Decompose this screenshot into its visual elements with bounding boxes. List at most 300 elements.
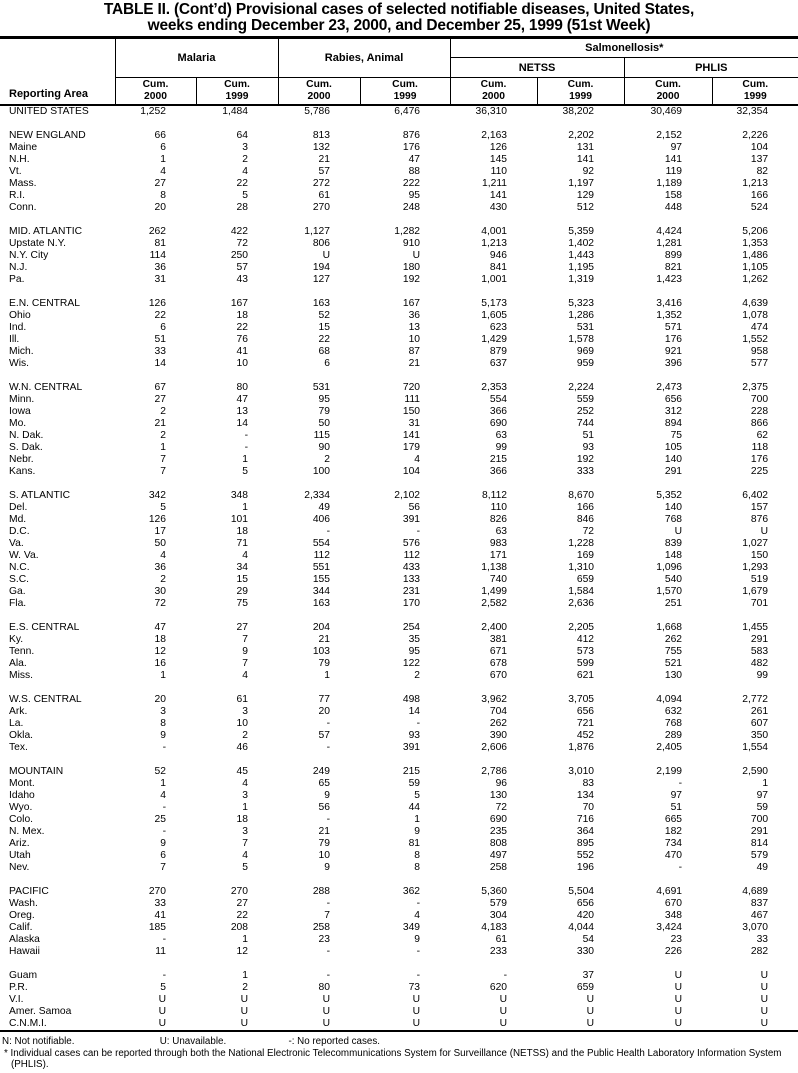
value-cell: 65	[318, 777, 331, 789]
value-cell: U	[674, 1017, 683, 1029]
table-header	[0, 38, 798, 105]
value-cell: 66	[154, 129, 166, 141]
value-cell: U	[412, 1017, 421, 1029]
cum-year-header: Cum. 2000	[450, 78, 537, 105]
value-cell: 5	[242, 861, 249, 873]
table-row	[0, 862, 798, 874]
value-cell: 519	[750, 573, 769, 585]
value-cell: 3	[242, 789, 249, 801]
value-cell: 30	[154, 585, 166, 597]
value-cell: 99	[756, 669, 769, 681]
value-cell: 1,001	[481, 273, 508, 285]
value-cell: 2,163	[481, 129, 508, 141]
value-cell: 721	[576, 717, 595, 729]
value-cell: 420	[576, 909, 595, 921]
value-cell: 4,094	[656, 693, 683, 705]
value-cell: 1,443	[568, 249, 595, 261]
legend-unavailable: U: Unavailable.	[159, 1035, 227, 1047]
table-row	[0, 598, 798, 610]
value-cell: 3,416	[656, 297, 683, 309]
value-cell: 554	[312, 537, 331, 549]
value-cell: 5,323	[568, 297, 595, 309]
value-cell: 27	[154, 177, 166, 189]
value-cell: 176	[402, 141, 421, 153]
value-cell: 79	[318, 405, 331, 417]
value-cell: 233	[489, 945, 508, 957]
value-cell: -	[416, 897, 421, 909]
value-cell: 59	[408, 777, 421, 789]
value-cell: 72	[495, 801, 508, 813]
value-cell: 44	[408, 801, 421, 813]
table-title-line2: weeks ending December 23, 2000, and December 25, 1999 (51st Week)	[147, 17, 651, 34]
value-cell: 225	[750, 465, 769, 477]
value-cell: 1	[160, 777, 166, 789]
value-cell: U	[760, 981, 769, 993]
table-row	[0, 262, 798, 274]
value-cell: 895	[576, 837, 595, 849]
value-cell: 2,590	[742, 765, 769, 777]
value-cell: 72	[154, 597, 166, 609]
value-cell: 412	[576, 633, 595, 645]
legend-not-notifiable: N: Not notifiable.	[2, 1035, 75, 1047]
value-cell: 140	[664, 453, 683, 465]
reporting-area-cell: N.J.	[9, 261, 28, 273]
reporting-area-cell: S.C.	[9, 573, 30, 585]
value-cell: U	[240, 993, 249, 1005]
table-row	[0, 334, 798, 346]
reporting-area-cell: Wis.	[9, 357, 30, 369]
value-cell: 291	[750, 633, 769, 645]
value-cell: 96	[495, 777, 508, 789]
value-cell: 1,262	[742, 273, 769, 285]
value-cell: 288	[312, 885, 331, 897]
value-cell: 13	[408, 321, 421, 333]
value-cell: 4	[414, 909, 421, 921]
reporting-area-cell: Mass.	[9, 177, 37, 189]
value-cell: 467	[750, 909, 769, 921]
value-cell: 8,670	[568, 489, 595, 501]
salmonellosis-group-header: Salmonellosis*	[450, 38, 798, 58]
value-cell: 50	[318, 417, 331, 429]
value-cell: 531	[576, 321, 595, 333]
value-cell: 2	[324, 453, 331, 465]
value-cell: 806	[312, 237, 331, 249]
value-cell: 2,473	[656, 381, 683, 393]
value-cell: 67	[154, 381, 166, 393]
value-cell: 312	[664, 405, 683, 417]
table-body	[0, 105, 798, 1031]
reporting-area-cell: N.H.	[9, 153, 30, 165]
value-cell: 38,202	[562, 105, 595, 117]
value-cell: 474	[750, 321, 769, 333]
reporting-area-cell: Miss.	[9, 669, 34, 681]
group-spacer	[0, 958, 798, 970]
value-cell: 808	[489, 837, 508, 849]
value-cell: U	[412, 249, 421, 261]
value-cell: 75	[670, 429, 683, 441]
value-cell: 6	[160, 141, 166, 153]
value-cell: 35	[408, 633, 421, 645]
table-row	[0, 538, 798, 550]
value-cell: 15	[318, 321, 331, 333]
value-cell: 704	[489, 705, 508, 717]
value-cell: 899	[664, 249, 683, 261]
reporting-area-cell: Minn.	[9, 393, 35, 405]
value-cell: 77	[318, 693, 331, 705]
value-cell: 364	[576, 825, 595, 837]
value-cell: 1	[242, 453, 249, 465]
table-row	[0, 130, 798, 142]
legend-no-reported-cases: -: No reported cases.	[288, 1035, 380, 1047]
group-spacer	[0, 682, 798, 694]
value-cell: 73	[408, 981, 421, 993]
value-cell: 100	[312, 465, 331, 477]
value-cell: 115	[313, 429, 331, 441]
value-cell: 4,044	[568, 921, 595, 933]
reporting-area-cell: W. Va.	[9, 549, 39, 561]
value-cell: 20	[154, 201, 166, 213]
value-cell: 576	[402, 537, 421, 549]
value-cell: 1,213	[481, 237, 508, 249]
value-cell: -	[162, 741, 166, 753]
table-row	[0, 490, 798, 502]
value-cell: 158	[664, 189, 683, 201]
table-row	[0, 814, 798, 826]
value-cell: 112	[403, 549, 421, 561]
value-cell: 50	[154, 537, 166, 549]
reporting-area-cell: Fla.	[9, 597, 27, 609]
value-cell: 2,772	[742, 693, 769, 705]
value-cell: 1,423	[656, 273, 683, 285]
value-cell: 821	[664, 261, 683, 273]
value-cell: 5	[242, 465, 249, 477]
value-cell: 167	[402, 297, 421, 309]
value-cell: 51	[582, 429, 595, 441]
value-cell: 215	[402, 765, 421, 777]
value-cell: 1	[242, 801, 249, 813]
value-cell: 5,504	[568, 885, 595, 897]
value-cell: 171	[489, 549, 508, 561]
table-row	[0, 526, 798, 538]
value-cell: 64	[236, 129, 249, 141]
value-cell: 82	[756, 165, 769, 177]
value-cell: 876	[402, 129, 421, 141]
table-row	[0, 790, 798, 802]
value-cell: 31	[408, 417, 421, 429]
value-cell: 20	[318, 705, 331, 717]
value-cell: -	[244, 441, 249, 453]
table-row	[0, 670, 798, 682]
value-cell: 1,252	[140, 105, 166, 117]
value-cell: 659	[576, 573, 595, 585]
reporting-area-cell: P.R.	[9, 981, 28, 993]
group-spacer	[0, 610, 798, 622]
value-cell: 2,152	[656, 129, 683, 141]
value-cell: 1,189	[656, 177, 683, 189]
value-cell: 57	[236, 261, 249, 273]
value-cell: 1	[160, 441, 166, 453]
footnotes	[0, 1032, 798, 1070]
value-cell: 2,224	[568, 381, 595, 393]
value-cell: 690	[489, 417, 508, 429]
value-cell: 7	[242, 657, 249, 669]
value-cell: 1,499	[481, 585, 508, 597]
table-row	[0, 922, 798, 934]
value-cell: 131	[576, 141, 595, 153]
footnote-legend	[2, 1036, 796, 1047]
value-cell: 72	[582, 525, 595, 537]
value-cell: 228	[750, 405, 769, 417]
value-cell: 105	[664, 441, 683, 453]
value-cell: 2,205	[568, 621, 595, 633]
value-cell: 959	[576, 357, 595, 369]
value-cell: 744	[576, 417, 595, 429]
value-cell: 1,584	[568, 585, 595, 597]
value-cell: U	[586, 1005, 595, 1017]
value-cell: 141	[402, 429, 421, 441]
reporting-area-cell: V.I.	[9, 993, 24, 1005]
table-row	[0, 778, 798, 790]
value-cell: 4,691	[656, 885, 683, 897]
group-spacer	[0, 754, 798, 766]
table-row	[0, 418, 798, 430]
value-cell: 8	[414, 861, 421, 873]
value-cell: 3,070	[742, 921, 769, 933]
reporting-area-cell: Ga.	[9, 585, 26, 597]
table-row	[0, 898, 798, 910]
value-cell: 573	[576, 645, 595, 657]
reporting-area-cell: Tenn.	[9, 645, 35, 657]
group-spacer	[0, 370, 798, 382]
value-cell: 192	[576, 453, 595, 465]
value-cell: 22	[318, 333, 331, 345]
value-cell: 1,679	[742, 585, 769, 597]
value-cell: 51	[154, 333, 166, 345]
value-cell: 2	[414, 669, 421, 681]
value-cell: 21	[318, 825, 331, 837]
table-title-line1: TABLE II. (Cont’d) Provisional cases of selected notifiable diseases, United States,	[103, 1, 695, 18]
data-table	[0, 36, 798, 1032]
value-cell: U	[412, 993, 421, 1005]
value-cell: 95	[408, 189, 421, 201]
value-cell: 248	[402, 201, 421, 213]
value-cell: 406	[312, 513, 331, 525]
value-cell: 137	[750, 153, 769, 165]
table-row	[0, 970, 798, 982]
value-cell: U	[586, 993, 595, 1005]
value-cell: 755	[664, 645, 683, 657]
value-cell: 2	[160, 405, 166, 417]
value-cell: 583	[750, 645, 769, 657]
group-spacer	[0, 118, 798, 130]
value-cell: 129	[576, 189, 595, 201]
value-cell: 8,112	[482, 489, 508, 501]
value-cell: 208	[230, 921, 249, 933]
value-cell: U	[760, 1005, 769, 1017]
table-row	[0, 154, 798, 166]
value-cell: 9	[324, 789, 331, 801]
reporting-area-cell: Hawaii	[9, 945, 40, 957]
value-cell: 366	[489, 465, 508, 477]
value-cell: -	[678, 861, 683, 873]
value-cell: 5,352	[656, 489, 683, 501]
reporting-area-cell: La.	[9, 717, 24, 729]
value-cell: 391	[402, 741, 421, 753]
value-cell: 866	[750, 417, 769, 429]
value-cell: 15	[236, 573, 249, 585]
reporting-area-cell: E.N. CENTRAL	[9, 297, 80, 309]
value-cell: 28	[236, 201, 249, 213]
value-cell: 1,486	[742, 249, 769, 261]
value-cell: 3	[242, 141, 249, 153]
value-cell: 166	[750, 189, 769, 201]
value-cell: U	[240, 1005, 249, 1017]
value-cell: 95	[408, 645, 421, 657]
value-cell: 4	[160, 165, 166, 177]
value-cell: 4	[242, 777, 249, 789]
value-cell: 272	[312, 177, 331, 189]
value-cell: 163	[312, 597, 331, 609]
reporting-area-cell: Nev.	[9, 861, 30, 873]
value-cell: 10	[236, 717, 249, 729]
table-row	[0, 298, 798, 310]
value-cell: 2	[242, 153, 249, 165]
reporting-area-cell: Nebr.	[9, 453, 34, 465]
value-cell: 71	[236, 537, 249, 549]
value-cell: 13	[236, 405, 249, 417]
value-cell: 97	[670, 789, 683, 801]
value-cell: 88	[408, 165, 421, 177]
value-cell: 1,402	[568, 237, 595, 249]
value-cell: 2,606	[481, 741, 508, 753]
value-cell: 1	[160, 669, 166, 681]
reporting-area-cell: NEW ENGLAND	[9, 129, 86, 141]
reporting-area-cell: Colo.	[9, 813, 34, 825]
reporting-area-cell: N. Dak.	[9, 429, 44, 441]
value-cell: 9	[242, 645, 249, 657]
value-cell: 141	[664, 153, 683, 165]
value-cell: 554	[489, 393, 508, 405]
table-row	[0, 994, 798, 1006]
reporting-area-cell: Ala.	[9, 657, 27, 669]
value-cell: 1,353	[742, 237, 769, 249]
value-cell: 559	[576, 393, 595, 405]
value-cell: 6,476	[394, 105, 421, 117]
value-cell: 81	[408, 837, 421, 849]
value-cell: 70	[582, 801, 595, 813]
value-cell: 93	[582, 441, 595, 453]
reporting-area-cell: Amer. Samoa	[9, 1005, 72, 1017]
value-cell: 5	[414, 789, 421, 801]
value-cell: 740	[489, 573, 508, 585]
value-cell: 141	[576, 153, 595, 165]
reporting-area-cell: Del.	[9, 501, 28, 513]
value-cell: 110	[490, 501, 508, 513]
value-cell: 57	[318, 165, 331, 177]
reporting-area-cell: Ohio	[9, 309, 31, 321]
value-cell: 61	[495, 933, 508, 945]
value-cell: 1,552	[742, 333, 769, 345]
table-row	[0, 1018, 798, 1031]
table-row	[0, 742, 798, 754]
value-cell: 350	[750, 729, 769, 741]
value-cell: 3	[160, 705, 166, 717]
value-cell: 47	[236, 393, 249, 405]
value-cell: 5,359	[568, 225, 595, 237]
value-cell: 1	[242, 969, 249, 981]
value-cell: 1,228	[568, 537, 595, 549]
value-cell: -	[162, 825, 166, 837]
value-cell: 27	[236, 621, 249, 633]
value-cell: 8	[414, 849, 421, 861]
value-cell: U	[158, 1005, 166, 1017]
value-cell: 31	[154, 273, 166, 285]
value-cell: -	[326, 945, 331, 957]
value-cell: 18	[236, 525, 249, 537]
value-cell: 579	[750, 849, 769, 861]
value-cell: 46	[236, 741, 249, 753]
value-cell: 61	[236, 693, 249, 705]
value-cell: -	[162, 969, 166, 981]
value-cell: 22	[154, 309, 166, 321]
reporting-area-cell: Calif.	[9, 921, 33, 933]
value-cell: 814	[750, 837, 769, 849]
value-cell: 27	[154, 393, 166, 405]
value-cell: 659	[576, 981, 595, 993]
value-cell: 118	[751, 441, 769, 453]
value-cell: 252	[576, 405, 595, 417]
value-cell: 145	[489, 153, 508, 165]
value-cell: 101	[230, 513, 249, 525]
group-spacer	[0, 214, 798, 226]
value-cell: 665	[664, 813, 683, 825]
cum-year-header: Cum. 1999	[196, 78, 278, 105]
value-cell: 632	[664, 705, 683, 717]
value-cell: 291	[750, 825, 769, 837]
reporting-area-cell: C.N.M.I.	[9, 1017, 47, 1029]
value-cell: 1,455	[742, 621, 769, 633]
table-row	[0, 346, 798, 358]
table-row	[0, 946, 798, 958]
value-cell: U	[322, 993, 331, 1005]
value-cell: 1,310	[568, 561, 595, 573]
value-cell: 841	[489, 261, 508, 273]
value-cell: 879	[489, 345, 508, 357]
value-cell: 80	[236, 381, 249, 393]
reporting-area-cell: S. ATLANTIC	[9, 489, 71, 501]
value-cell: U	[674, 1005, 683, 1017]
value-cell: -	[162, 933, 166, 945]
value-cell: 36	[154, 561, 166, 573]
value-cell: 6,402	[742, 489, 769, 501]
value-cell: 2	[160, 573, 166, 585]
value-cell: 390	[489, 729, 508, 741]
table-row	[0, 850, 798, 862]
value-cell: 670	[664, 897, 683, 909]
value-cell: 254	[402, 621, 421, 633]
value-cell: 1,282	[394, 225, 421, 237]
value-cell: 5,173	[481, 297, 508, 309]
value-cell: U	[760, 525, 769, 537]
value-cell: 1,605	[481, 309, 508, 321]
value-cell: 1,096	[656, 561, 683, 573]
value-cell: U	[322, 249, 331, 261]
value-cell: 170	[402, 597, 421, 609]
value-cell: 51	[670, 801, 683, 813]
value-cell: 54	[582, 933, 595, 945]
value-cell: 12	[236, 945, 249, 957]
value-cell: 20	[154, 693, 166, 705]
